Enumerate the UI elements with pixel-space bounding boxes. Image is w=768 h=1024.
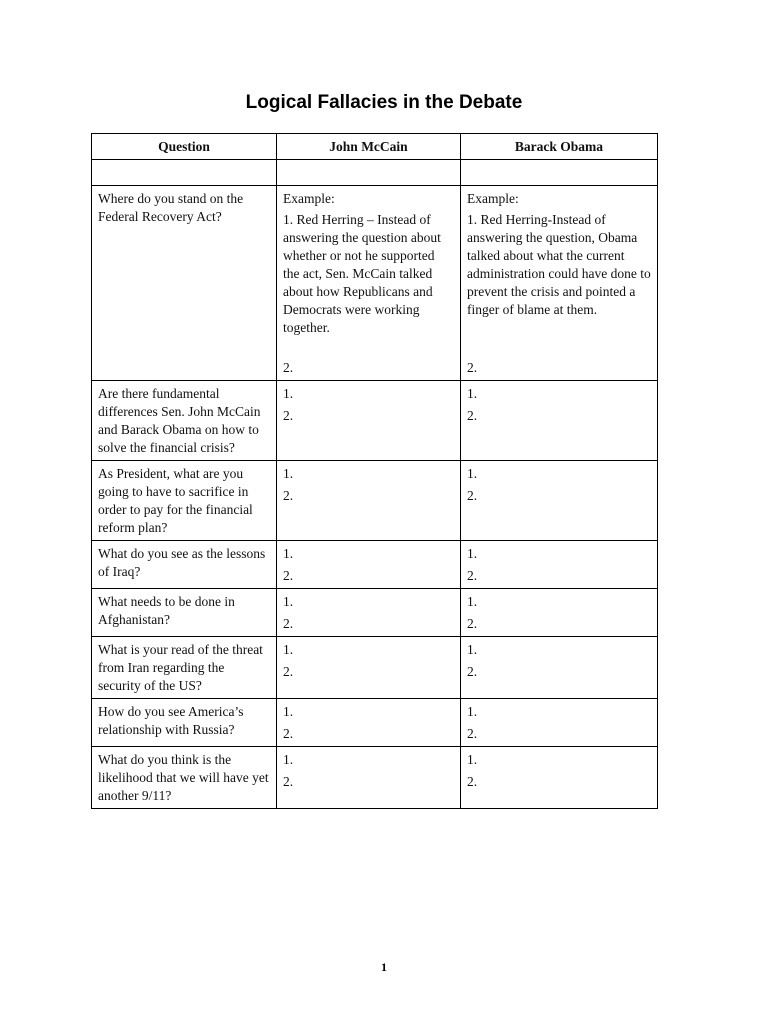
mccain-answer-2: 2. (283, 726, 294, 741)
blank-row (92, 160, 658, 186)
mccain-answer-1: 1. (283, 386, 294, 401)
header-row (92, 134, 658, 160)
example-label: Example: (283, 191, 335, 206)
question-cell: As President, what are you going to have to sacrifice in order to pay for the financial reform plan? (92, 461, 277, 541)
table-row (92, 541, 658, 589)
mccain-answer-2: 2. (283, 488, 294, 503)
header-question: Question (92, 134, 277, 160)
mccain-answer-2: 2. (283, 408, 294, 423)
table-row (92, 747, 658, 809)
obama-answer-1: 1. (467, 752, 478, 767)
header-mccain: John McCain (277, 134, 461, 160)
mccain-answer-2: 2. (283, 616, 294, 631)
obama-answer-cell (461, 461, 658, 541)
question-cell: Where do you stand on the Federal Recovery Act? (92, 186, 277, 381)
mccain-answer-cell (277, 589, 461, 637)
obama-example-second: 2. (467, 360, 478, 375)
obama-answer-1: 1. (467, 642, 478, 657)
obama-answer-2: 2. (467, 488, 478, 503)
obama-answer-1: 1. (467, 704, 478, 719)
mccain-example-second: 2. (283, 360, 294, 375)
blank-cell (461, 160, 658, 186)
header-obama: Barack Obama (461, 134, 658, 160)
obama-answer-1: 1. (467, 546, 478, 561)
obama-answer-1: 1. (467, 594, 478, 609)
mccain-answer-cell (277, 541, 461, 589)
blank-cell (92, 160, 277, 186)
obama-answer-1: 1. (467, 466, 478, 481)
mccain-answer-1: 1. (283, 546, 294, 561)
question-cell: Are there fundamental differences Sen. John McCain and Barack Obama on how to solve the financial crisis? (92, 381, 277, 461)
table-row (92, 589, 658, 637)
table-row-example (92, 186, 658, 381)
obama-answer-cell (461, 747, 658, 809)
mccain-answer-cell (277, 381, 461, 461)
blank-cell (277, 160, 461, 186)
obama-answer-1: 1. (467, 386, 478, 401)
obama-example-cell (461, 186, 658, 381)
question-cell: What needs to be done in Afghanistan? (92, 589, 277, 637)
obama-answer-2: 2. (467, 774, 478, 789)
example-label: Example: (467, 191, 519, 206)
mccain-answer-2: 2. (283, 568, 294, 583)
mccain-answer-2: 2. (283, 664, 294, 679)
mccain-answer-1: 1. (283, 594, 294, 609)
question-cell: What do you think is the likelihood that we will have yet another 9/11? (92, 747, 277, 809)
mccain-answer-1: 1. (283, 466, 294, 481)
question-cell: What do you see as the lessons of Iraq? (92, 541, 277, 589)
obama-answer-2: 2. (467, 568, 478, 583)
question-cell: How do you see America’s relationship with Russia? (92, 699, 277, 747)
fallacies-table (91, 133, 658, 809)
table-row (92, 381, 658, 461)
obama-answer-cell (461, 381, 658, 461)
obama-answer-2: 2. (467, 664, 478, 679)
obama-answer-cell (461, 589, 658, 637)
table-row (92, 461, 658, 541)
mccain-answer-cell (277, 747, 461, 809)
mccain-answer-1: 1. (283, 642, 294, 657)
obama-example-text: 1. Red Herring-Instead of answering the question, Obama talked about what the current administration could have done to prevent the crisis and pointed a finger of blame at them. (467, 212, 651, 317)
mccain-answer-1: 1. (283, 704, 294, 719)
mccain-answer-cell (277, 699, 461, 747)
obama-answer-2: 2. (467, 726, 478, 741)
obama-answer-2: 2. (467, 408, 478, 423)
obama-answer-cell (461, 637, 658, 699)
obama-answer-cell (461, 699, 658, 747)
table-row (92, 637, 658, 699)
mccain-answer-1: 1. (283, 752, 294, 767)
mccain-example-text: 1. Red Herring – Instead of answering the question about whether or not he supported the act, Sen. McCain talked about how Republicans and Democrats were working together. (283, 212, 441, 335)
page-number: 1 (381, 960, 387, 974)
mccain-answer-cell (277, 637, 461, 699)
obama-answer-cell (461, 541, 658, 589)
question-cell: What is your read of the threat from Iran regarding the security of the US? (92, 637, 277, 699)
obama-answer-2: 2. (467, 616, 478, 631)
mccain-answer-cell (277, 461, 461, 541)
mccain-answer-2: 2. (283, 774, 294, 789)
table-row (92, 699, 658, 747)
page-title: Logical Fallacies in the Debate (245, 92, 523, 113)
mccain-example-cell (277, 186, 461, 381)
